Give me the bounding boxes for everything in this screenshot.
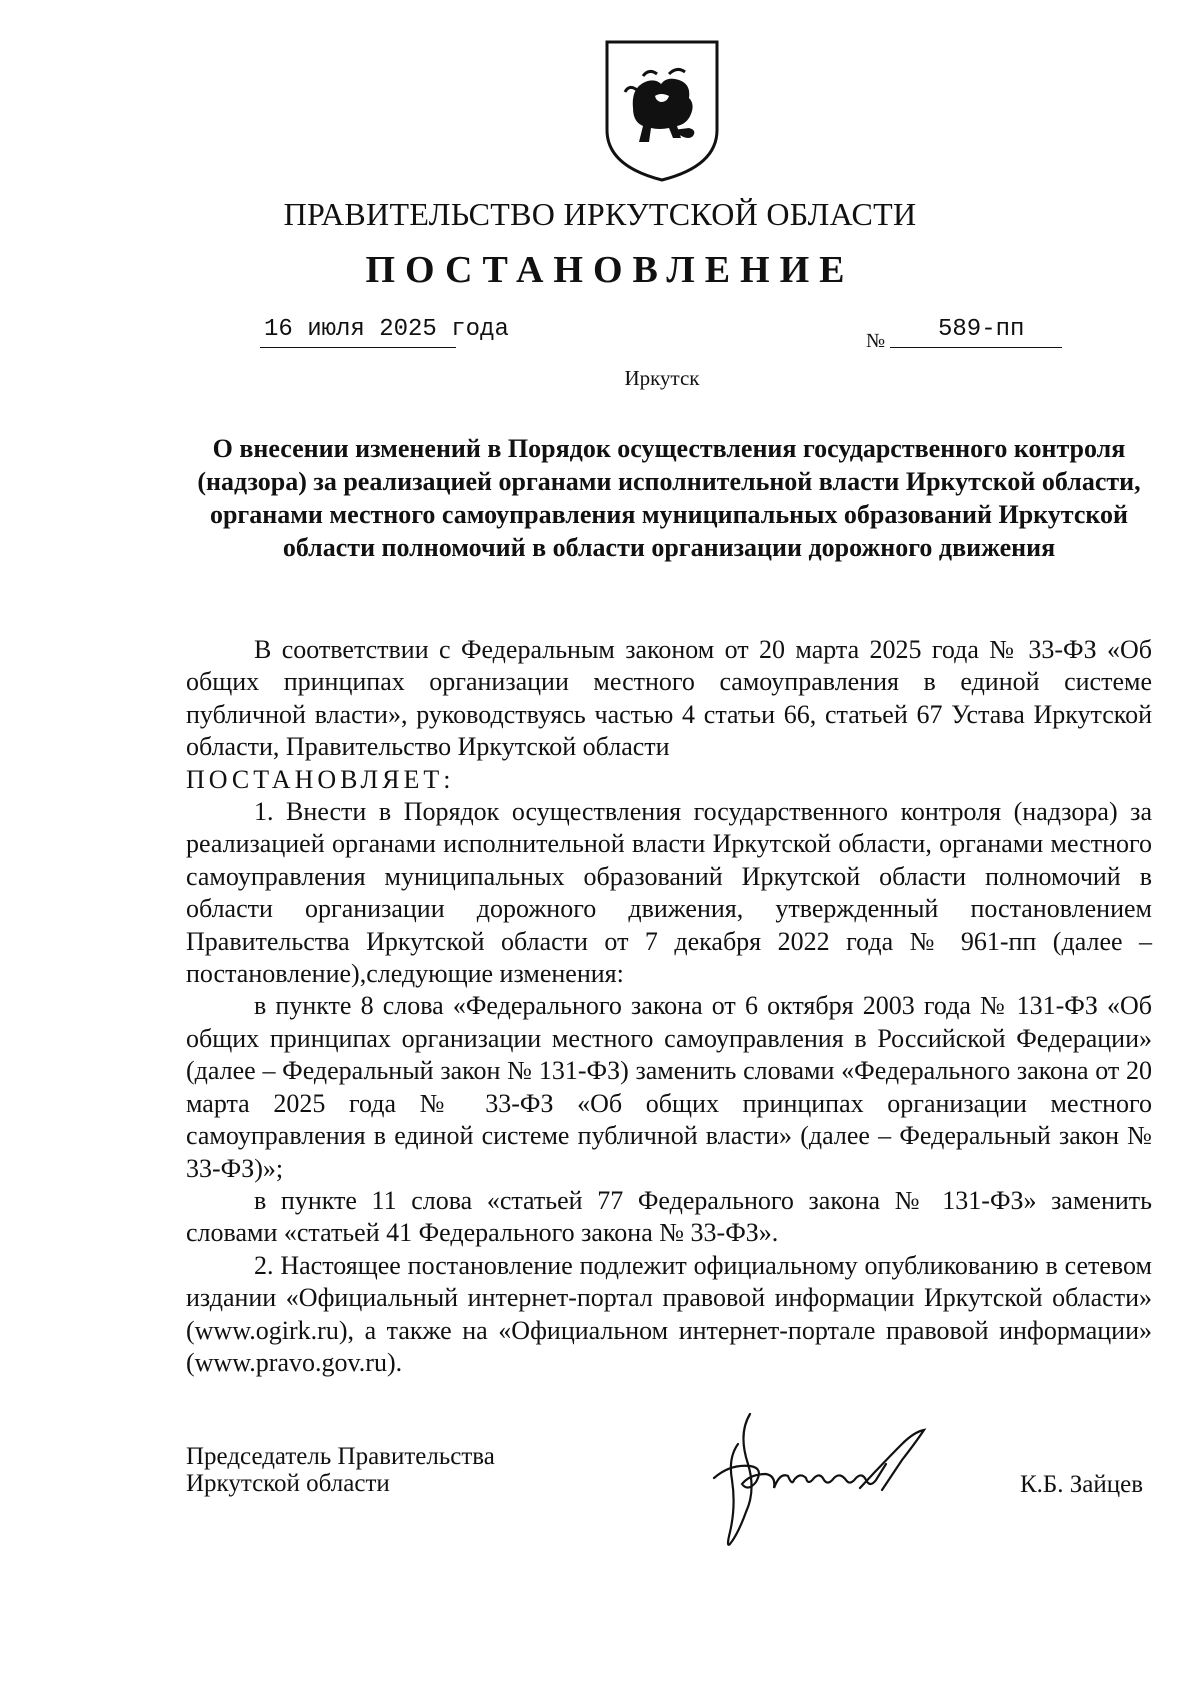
number-sign: № [866, 330, 886, 352]
coat-of-arms-icon [603, 38, 721, 184]
city: Иркутск [624, 366, 700, 390]
resolves-word: ПОСТАНОВЛЯЕТ: [186, 764, 455, 794]
government-name: ПРАВИТЕЛЬСТВО ИРКУТСКОЙ ОБЛАСТИ [283, 196, 917, 232]
signatory-name: К.Б. Зайцев [1020, 1471, 1144, 1498]
item-2: 2. Настоящее постановление подлежит официальному опубликованию в сетевом издании «Официальный интернет-портал правовой информации Иркутской области» (www.ogirk.ru), а также на «Официальном интернет-портале правовой информации» (www.pravo.gov.ru). [186, 1250, 1152, 1377]
document-body [186, 634, 1152, 1379]
position-line-1: Председатель Правительства [186, 1443, 495, 1470]
document-type: ПОСТАНОВЛЕНИЕ [365, 249, 855, 291]
item-1-amendment-a: в пункте 8 слова «Федерального закона от 6 октября 2003 года № 131-ФЗ «Об общих принципах организации местного самоуправления в Российской Федерации» (далее – Федеральный закон № 131-ФЗ) заменить словами «Федерального закона от 20 марта 2025 года № 33-ФЗ «Об общих принципах организации местного самоуправления в единой системе публичной власти» (далее – Федеральный закон № 33-ФЗ)»; [186, 991, 1152, 1183]
item-1: 1. Внести в Порядок осуществления государственного контроля (надзора) за реализацией органами исполнительной власти Иркутской области, органами местного самоуправления муниципальных образований Иркутской области полномочий в области организации дорожного движения, утвержденный постановлением Правительства Иркутской области от 7 декабря 2022 года № 961-пп (далее – постановление),следующие изменения: [186, 797, 1152, 989]
preamble: В соответствии с Федеральным законом от 20 марта 2025 года № 33-ФЗ «Об общих принципах организации местного самоуправления в единой системе публичной власти», руководствуясь частью 4 статьи 66, статьей 67 Устава Иркутской области, Правительство Иркутской области [186, 635, 1152, 762]
handwritten-signature [690, 1394, 970, 1554]
document-number: 589-пп [938, 316, 1025, 343]
position-line-2: Иркутской области [186, 1470, 390, 1497]
document-date: 16 июля 2025 года [264, 316, 509, 343]
item-1-amendment-b: в пункте 11 слова «статьей 77 Федерального закона № 131-ФЗ» заменить словами «статьей 41 Федерального закона № 33-ФЗ». [186, 1185, 1152, 1248]
number-underline [890, 347, 1062, 348]
signatory-position [186, 1443, 495, 1497]
date-underline [260, 347, 456, 348]
document-title: О внесении изменений в Порядок осуществления государственного контроля (надзора) за реализацией органами исполнительной власти Иркутской области, органами местного самоуправления муниципальных образований Иркутской области полномочий в области организации дорожного движения [197, 434, 1141, 562]
